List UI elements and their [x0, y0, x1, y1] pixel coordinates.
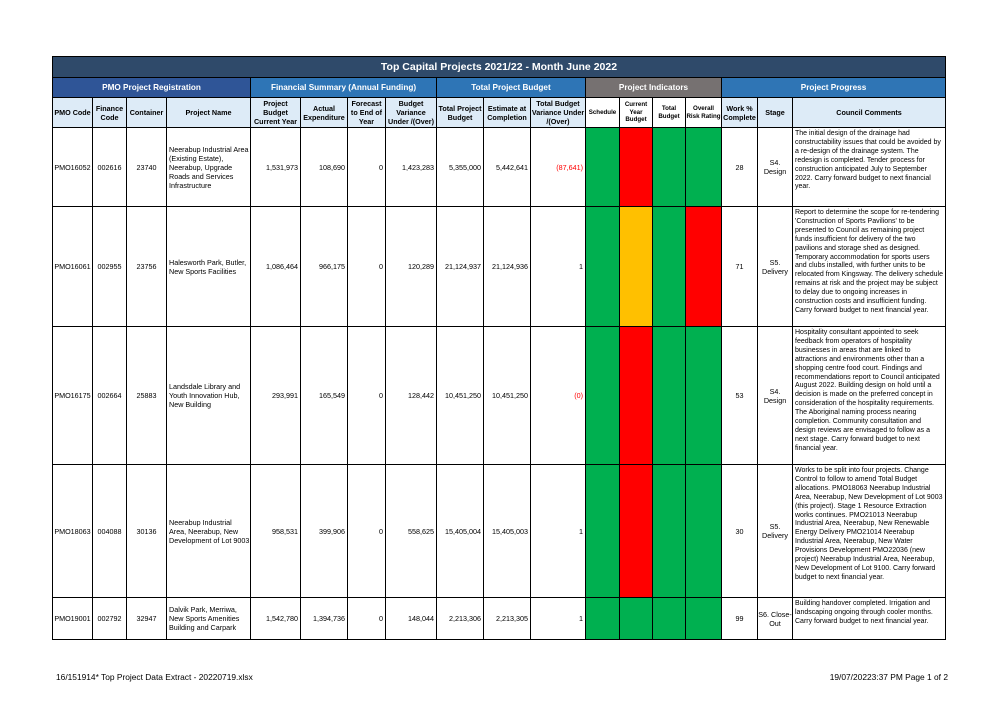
- cell-project-name: Halesworth Park, Butler, New Sports Facilities: [167, 207, 251, 327]
- table-row: [53, 128, 946, 207]
- col-total-budget-variance: Total Budget Variance Under /(Over): [531, 99, 585, 126]
- cell-total-budget-variance: 1: [531, 598, 586, 640]
- overall-risk-indicator: [686, 327, 722, 465]
- schedule-indicator: [586, 598, 620, 640]
- current-year-budget-indicator: [620, 128, 653, 207]
- cell-work-complete: 53: [722, 327, 758, 465]
- cell-budget-variance: 120,289: [386, 207, 437, 327]
- cell-container: 30136: [127, 465, 167, 598]
- table-row: [53, 327, 946, 465]
- total-budget-indicator: [653, 207, 686, 327]
- cell-work-complete: 99: [722, 598, 758, 640]
- current-year-budget-indicator: [620, 207, 653, 327]
- cell-container: 23740: [127, 128, 167, 207]
- cell-project-name: Neerabup Industrial Area, Neerabup, New Development of Lot 9003: [167, 465, 251, 598]
- cell-actual-expenditure: 108,690: [301, 128, 348, 207]
- schedule-indicator: [586, 327, 620, 465]
- cell-container: 32947: [127, 598, 167, 640]
- cell-total-project-budget: 21,124,937: [437, 207, 484, 327]
- cell-container: 23756: [127, 207, 167, 327]
- cell-pmo-code: PMO18063: [53, 465, 93, 598]
- cell-total-project-budget: 10,451,250: [437, 327, 484, 465]
- table-row: [53, 207, 946, 327]
- cell-total-budget-variance: (87,641): [531, 128, 586, 207]
- cell-budget-variance: 128,442: [386, 327, 437, 465]
- cell-actual-expenditure: 966,175: [301, 207, 348, 327]
- cell-stage: S4. Design: [758, 327, 793, 465]
- cell-finance-code: 002792: [93, 598, 127, 640]
- cell-finance-code: 002616: [93, 128, 127, 207]
- col-overall-risk: Overall Risk Rating: [686, 98, 722, 128]
- col-estimate-completion: Estimate at Completion: [484, 98, 531, 128]
- cell-forecast: 0: [348, 327, 386, 465]
- cell-work-complete: 30: [722, 465, 758, 598]
- cell-finance-code: 004088: [93, 465, 127, 598]
- cell-forecast: 0: [348, 207, 386, 327]
- cell-project-budget: 1,086,464: [251, 207, 301, 327]
- col-total-project-budget: Total Project Budget: [437, 98, 484, 128]
- cell-actual-expenditure: 1,394,736: [301, 598, 348, 640]
- schedule-indicator: [586, 128, 620, 207]
- total-budget-indicator: [653, 465, 686, 598]
- cell-budget-variance: 558,625: [386, 465, 437, 598]
- cell-total-project-budget: 15,405,004: [437, 465, 484, 598]
- col-finance-code: Finance Code: [93, 98, 127, 128]
- cell-estimate-completion: 10,451,250: [484, 327, 531, 465]
- cell-project-name: Landsdale Library and Youth Innovation Hub, New Building: [167, 327, 251, 465]
- footer-date-page: 19/07/20223:37 PM Page 1 of 2: [829, 672, 948, 682]
- col-project-name: Project Name: [167, 98, 251, 128]
- table-row: [53, 465, 946, 598]
- cell-total-budget-variance: 1: [531, 465, 586, 598]
- cell-council-comment: Building handover completed. Irrigation and landscaping ongoing through cooler months. Carry forward budget to next financial year.: [793, 598, 946, 640]
- cell-stage: S6. Close-Out: [758, 598, 793, 640]
- cell-pmo-code: PMO19001: [53, 598, 93, 640]
- cell-pmo-code: PMO16061: [53, 207, 93, 327]
- current-year-budget-indicator: [620, 465, 653, 598]
- cell-work-complete: 71: [722, 207, 758, 327]
- schedule-indicator: [586, 207, 620, 327]
- cell-project-budget: 293,991: [251, 327, 301, 465]
- cell-council-comment: Hospitality consultant appointed to seek feedback from operators of hospitality businesses in areas that are linked to attractions and environments other than a shopping centre food court. Findings and recommendations report to Council anticipated August 2022. Building design on hold until a decision is made on the preferred concept in consideration of the hospitality requirements. The Aboriginal naming process nearing completion. Community consultation and design reviews are envisaged to follow as a next stage. Carry forward budget to next financial year.: [793, 327, 946, 465]
- col-forecast: Forecast to End of Year: [348, 98, 386, 128]
- cell-project-budget: 1,531,973: [251, 128, 301, 207]
- cell-project-budget: 958,531: [251, 465, 301, 598]
- cell-estimate-completion: 21,124,936: [484, 207, 531, 327]
- cell-container: 25883: [127, 327, 167, 465]
- project-rows: [53, 128, 946, 640]
- footer-filename: 16/151914* Top Project Data Extract - 20220719.xlsx: [56, 672, 253, 682]
- total-budget-indicator: [653, 327, 686, 465]
- current-year-budget-indicator: [620, 327, 653, 465]
- cell-forecast: 0: [348, 128, 386, 207]
- cell-estimate-completion: 2,213,305: [484, 598, 531, 640]
- col-stage: Stage: [758, 98, 793, 128]
- current-year-budget-indicator: [620, 598, 653, 640]
- report-title: Top Capital Projects 2021/22 - Month June 2022: [53, 57, 946, 78]
- capital-projects-table: [52, 56, 946, 640]
- cell-stage: S5. Delivery: [758, 465, 793, 598]
- cell-pmo-code: PMO16052: [53, 128, 93, 207]
- total-budget-indicator: [653, 598, 686, 640]
- overall-risk-indicator: [686, 598, 722, 640]
- cell-forecast: 0: [348, 465, 386, 598]
- total-budget-indicator: [653, 128, 686, 207]
- cell-total-budget-variance: 1: [531, 207, 586, 327]
- cell-budget-variance: 148,044: [386, 598, 437, 640]
- cell-council-comment: Report to determine the scope for re-tendering 'Construction of Sports Pavilions' to be presented to Council as remaining project funds insufficient for delivery of the two pavilions and storage shed as designed. Temporary accommodation for sports users and clubs installed, with further units to be relocated from Kingsway. The delivery schedule remains at risk and the project may be subject to delay due to ongoing increases in construction costs and insufficient funding. Carry forward budget to next financial year.: [793, 207, 946, 327]
- group-project-indicators: Project Indicators: [586, 78, 722, 98]
- cell-stage: S5. Delivery: [758, 207, 793, 327]
- col-project-budget: Project Budget Current Year: [251, 98, 301, 128]
- overall-risk-indicator: [686, 128, 722, 207]
- col-work-complete: Work % Complete: [722, 98, 758, 128]
- col-actual-expenditure: Actual Expenditure: [301, 98, 348, 128]
- cell-council-comment: Works to be split into four projects. Change Control to follow to amend Total Budget allocations. PMO18063 Neerabup Industrial Area, Neerabup, New Development of Lot 9003 (this project). Stage 1 Resource Extraction works continues. PMO21013 Neerabup Industrial Area, Neerabup, New Renewable Energy Delivery PMO21014 Neerabup Industrial Area, Neerabup, New Water Provisions Development PMO22036 (new project) Neerabup Industrial Area, Neerabup, New Development of Lot 9100. Carry forward budget to next financial year.: [793, 465, 946, 598]
- cell-total-budget-variance: (0): [531, 327, 586, 465]
- cell-stage: S4. Design: [758, 128, 793, 207]
- col-budget-variance: Budget Variance Under /(Over): [386, 98, 437, 128]
- cell-estimate-completion: 15,405,003: [484, 465, 531, 598]
- group-pmo-registration: PMO Project Registration: [53, 78, 251, 98]
- schedule-indicator: [586, 465, 620, 598]
- cell-project-name: Dalvik Park, Merriwa, New Sports Amenities Building and Carpark: [167, 598, 251, 640]
- cell-finance-code: 002955: [93, 207, 127, 327]
- group-financial-summary: Financial Summary (Annual Funding): [251, 78, 437, 98]
- cell-forecast: 0: [348, 598, 386, 640]
- cell-total-project-budget: 2,213,306: [437, 598, 484, 640]
- cell-work-complete: 28: [722, 128, 758, 207]
- cell-estimate-completion: 5,442,641: [484, 128, 531, 207]
- col-total-budget: Total Budget: [653, 98, 686, 128]
- table-row: [53, 598, 946, 640]
- overall-risk-indicator: [686, 207, 722, 327]
- cell-project-budget: 1,542,780: [251, 598, 301, 640]
- cell-budget-variance: 1,423,283: [386, 128, 437, 207]
- cell-pmo-code: PMO16175: [53, 327, 93, 465]
- col-schedule: Schedule: [586, 98, 620, 128]
- cell-total-project-budget: 5,355,000: [437, 128, 484, 207]
- col-pmo-code: PMO Code: [53, 98, 93, 128]
- col-current-year-budget: Current Year Budget: [620, 98, 653, 128]
- group-total-budget: Total Project Budget: [437, 78, 586, 98]
- cell-council-comment: The initial design of the drainage had constructability issues that could be avoided by a re-design of the drainage system. The redesign is completed. Tender process for construction anticipated July to September 2022. Carry forward budget to next financial year.: [793, 128, 946, 207]
- cell-project-name: Neerabup Industrial Area (Existing Estate), Neerabup, Upgrade Roads and Services Infrastructure: [167, 128, 251, 207]
- cell-finance-code: 002664: [93, 327, 127, 465]
- overall-risk-indicator: [686, 465, 722, 598]
- group-project-progress: Project Progress: [722, 78, 946, 98]
- col-council-comments: Council Comments: [793, 98, 946, 128]
- cell-actual-expenditure: 165,549: [301, 327, 348, 465]
- cell-actual-expenditure: 399,906: [301, 465, 348, 598]
- col-container: Container: [127, 98, 167, 128]
